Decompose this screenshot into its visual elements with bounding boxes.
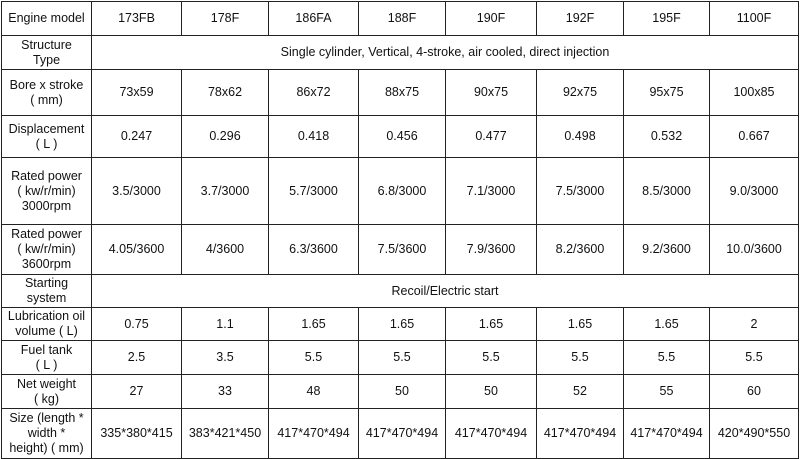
table-cell: 0.418 — [269, 116, 359, 158]
table-cell: 2.5 — [92, 341, 182, 375]
row-label — [2, 308, 92, 341]
table-row — [2, 409, 799, 459]
table-cell: 0.456 — [359, 116, 446, 158]
table-cell: 417*470*494 — [269, 409, 359, 459]
table-cell: 7.5/3000 — [537, 158, 624, 225]
row-label-line: ( kw/r/min) — [17, 183, 76, 198]
table-cell: 33 — [182, 375, 269, 409]
corner-header: Engine model — [2, 2, 92, 36]
table-row — [2, 158, 799, 225]
row-label-line: Rated power — [11, 168, 82, 183]
row-label-line: Net weight — [16, 376, 77, 391]
table-cell: 417*470*494 — [624, 409, 710, 459]
table-row — [2, 36, 799, 70]
row-label-line: Rated power — [11, 227, 82, 241]
table-cell: 5.7/3000 — [269, 158, 359, 225]
table-cell: 7.1/3000 — [446, 158, 537, 225]
table-cell: 1.1 — [182, 308, 269, 341]
table-row — [2, 341, 799, 375]
table-cell: 52 — [537, 375, 624, 409]
table-cell: 0.498 — [537, 116, 624, 158]
table-cell: 88x75 — [359, 70, 446, 116]
table-cell: 27 — [92, 375, 182, 409]
row-label-line: Lubrication oil — [7, 309, 86, 323]
row-label-line: ( L ) — [35, 136, 58, 151]
table-row — [2, 116, 799, 158]
table-row — [2, 375, 799, 409]
table-cell: 335*380*415 — [92, 409, 182, 459]
table-cell: 5.5 — [537, 341, 624, 375]
row-label — [2, 225, 92, 275]
row-label-line: ( kw/r/min) — [17, 242, 76, 256]
row-label — [2, 375, 92, 409]
table-cell: 4/3600 — [182, 225, 269, 275]
table-cell: 0.247 — [92, 116, 182, 158]
table-cell: 0.667 — [710, 116, 799, 158]
table-cell: 92x75 — [537, 70, 624, 116]
model-header: 1100F — [710, 2, 799, 36]
table-cell: 60 — [710, 375, 799, 409]
table-cell: 9.2/3600 — [624, 225, 710, 275]
table-cell: 5.5 — [624, 341, 710, 375]
table-cell: 0.296 — [182, 116, 269, 158]
table-cell: 3.5 — [182, 341, 269, 375]
table-cell: 2 — [710, 308, 799, 341]
row-label-line: 3600rpm — [21, 257, 72, 271]
row-label-line: Type — [32, 52, 61, 67]
model-header: 186FA — [269, 2, 359, 36]
row-label-line: Size (length * — [9, 411, 84, 425]
row-label — [2, 341, 92, 375]
table-cell: 5.5 — [359, 341, 446, 375]
row-label-line: ( kg) — [34, 391, 59, 406]
table-cell: 0.75 — [92, 308, 182, 341]
table-cell: 0.477 — [446, 116, 537, 158]
row-label-line: Starting — [24, 276, 69, 290]
table-row — [2, 70, 799, 116]
row-label-line: volume ( L) — [15, 324, 78, 338]
row-label-line: Structure — [21, 37, 72, 52]
row-label — [2, 36, 92, 70]
table-cell: 417*470*494 — [537, 409, 624, 459]
table-cell: 1.65 — [537, 308, 624, 341]
table-row — [2, 225, 799, 275]
model-header: 192F — [537, 2, 624, 36]
table-cell: 86x72 — [269, 70, 359, 116]
table-cell: 55 — [624, 375, 710, 409]
table-cell: 90x75 — [446, 70, 537, 116]
row-label-line: height) ( mm) — [9, 441, 84, 455]
table-cell: 1.65 — [359, 308, 446, 341]
row-label-line: ( L ) — [35, 357, 58, 372]
table-cell: 6.3/3600 — [269, 225, 359, 275]
model-header: 173FB — [92, 2, 182, 36]
row-label-line: Displacement — [8, 121, 85, 136]
model-header: 190F — [446, 2, 537, 36]
table-cell: 6.8/3000 — [359, 158, 446, 225]
row-label-line: system — [26, 291, 67, 305]
table-cell: 3.7/3000 — [182, 158, 269, 225]
table-cell: 417*470*494 — [446, 409, 537, 459]
table-cell: 0.532 — [624, 116, 710, 158]
row-label — [2, 116, 92, 158]
engine-spec-table — [1, 1, 799, 459]
table-cell: 48 — [269, 375, 359, 409]
table-cell: 8.2/3600 — [537, 225, 624, 275]
table-cell: 420*490*550 — [710, 409, 799, 459]
table-cell: 5.5 — [446, 341, 537, 375]
table-row — [2, 308, 799, 341]
table-cell: 417*470*494 — [359, 409, 446, 459]
table-cell: 3.5/3000 — [92, 158, 182, 225]
table-cell: 100x85 — [710, 70, 799, 116]
table-row — [2, 275, 799, 308]
table-cell: 5.5 — [710, 341, 799, 375]
table-cell: 50 — [359, 375, 446, 409]
table-cell: 9.0/3000 — [710, 158, 799, 225]
table-cell: 78x62 — [182, 70, 269, 116]
table-cell: 73x59 — [92, 70, 182, 116]
table-cell: 1.65 — [446, 308, 537, 341]
table-cell: 4.05/3600 — [92, 225, 182, 275]
table-cell: 95x75 — [624, 70, 710, 116]
model-header: 195F — [624, 2, 710, 36]
header-row — [2, 2, 799, 36]
table-cell: 7.9/3600 — [446, 225, 537, 275]
model-header: 188F — [359, 2, 446, 36]
row-label-line: Fuel tank — [20, 342, 73, 357]
row-label — [2, 275, 92, 308]
table-cell: 1.65 — [624, 308, 710, 341]
row-label-line: width * — [27, 426, 66, 440]
table-cell: 383*421*450 — [182, 409, 269, 459]
table-cell: 10.0/3600 — [710, 225, 799, 275]
row-label — [2, 158, 92, 225]
table-cell: 8.5/3000 — [624, 158, 710, 225]
table-cell: 7.5/3600 — [359, 225, 446, 275]
table-cell: 1.65 — [269, 308, 359, 341]
row-label-line: ( mm) — [30, 92, 63, 107]
row-label-line: Bore x stroke — [9, 77, 84, 92]
row-label — [2, 70, 92, 116]
spanning-cell: Recoil/Electric start — [92, 275, 799, 308]
row-label-line: 3000rpm — [21, 198, 72, 213]
row-label — [2, 409, 92, 459]
spanning-cell: Single cylinder, Vertical, 4-stroke, air cooled, direct injection — [92, 36, 799, 70]
model-header: 178F — [182, 2, 269, 36]
table-cell: 5.5 — [269, 341, 359, 375]
table-cell: 50 — [446, 375, 537, 409]
